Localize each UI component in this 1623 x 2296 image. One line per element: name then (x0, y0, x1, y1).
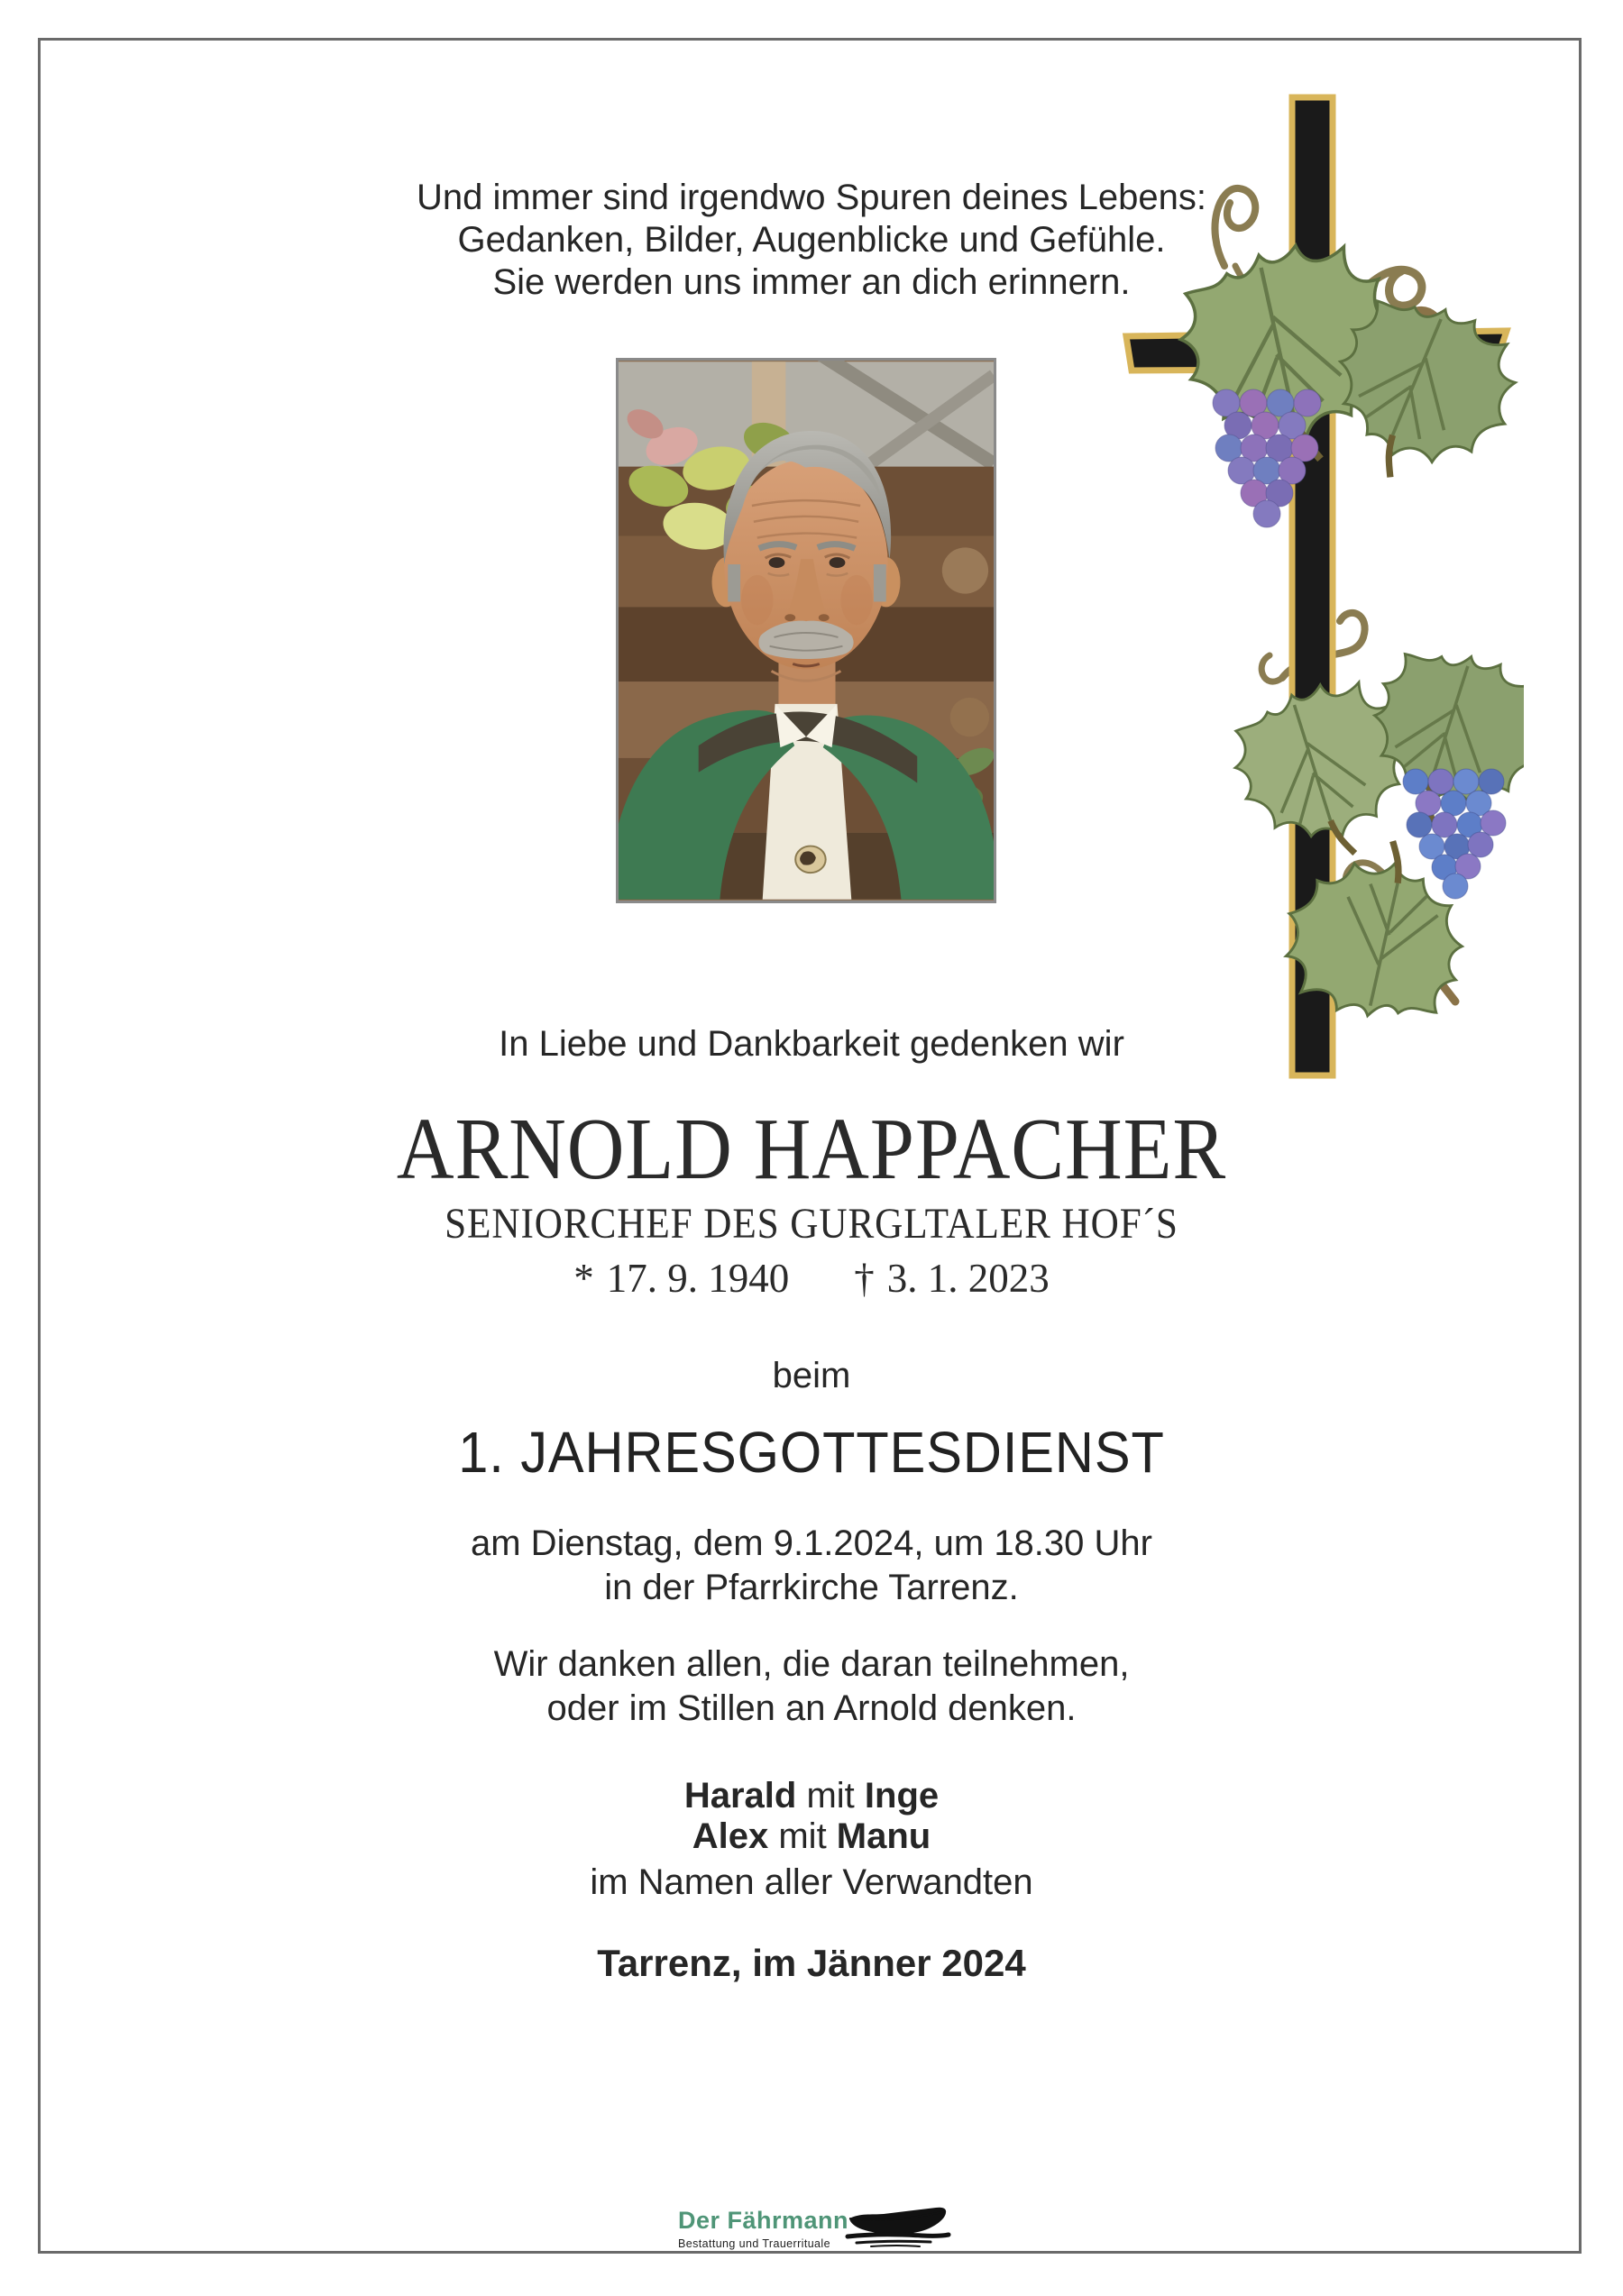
family-name: Inge (864, 1776, 940, 1816)
family-line (0, 1816, 1623, 1857)
place-and-date: Tarrenz, im Jänner 2024 (597, 1942, 1026, 1984)
family-name: Harald (683, 1776, 797, 1816)
birth-star-symbol: * (573, 1256, 594, 1301)
portrait-photo (616, 358, 996, 903)
event-title: 1. JAHRESGOTTESDIENST (458, 1420, 1165, 1485)
memorial-intro: In Liebe und Dankbarkeit gedenken wir (499, 1024, 1124, 1064)
funeral-home-logo (678, 2207, 848, 2250)
quote-line: Sie werden uns immer an dich erinnern. (492, 262, 1131, 302)
deceased-name: ARNOLD HAPPACHER (396, 1101, 1227, 1198)
event-details (0, 1522, 1623, 1610)
deceased-title: SENIORCHEF DES GURGLTALER HOF´S (445, 1200, 1178, 1248)
event-detail-line: in der Pfarrkirche Tarrenz. (604, 1568, 1019, 1607)
thanks-text (0, 1642, 1623, 1731)
funeral-home-brand-name: Der Fährmann (678, 2207, 849, 2234)
death-cross-symbol: † (854, 1256, 875, 1301)
thanks-line: oder im Stillen an Arnold denken. (546, 1688, 1077, 1728)
funeral-home-tagline: Bestattung und Trauerrituale (678, 2237, 830, 2250)
family-name: Alex (692, 1816, 769, 1856)
family-connector: mit (796, 1776, 865, 1816)
event-detail-line: am Dienstag, dem 9.1.2024, um 18.30 Uhr (471, 1523, 1152, 1563)
family-line (0, 1776, 1623, 1816)
birth-date: 17. 9. 1940 (606, 1256, 790, 1301)
mourning-family (0, 1776, 1623, 1857)
family-note: im Namen aller Verwandten (590, 1862, 1033, 1902)
quote-line: Gedanken, Bilder, Augenblicke und Gefühle. (457, 220, 1166, 260)
portrait-photo-illustration (619, 361, 994, 901)
rowboat-icon (844, 2206, 952, 2247)
thanks-line: Wir danken allen, die daran teilnehmen, (493, 1644, 1130, 1684)
family-name: Manu (836, 1816, 931, 1856)
life-dates (0, 1255, 1623, 1302)
family-connector: mit (768, 1816, 837, 1856)
death-date: 3. 1. 2023 (886, 1256, 1050, 1301)
quote-line: Und immer sind irgendwo Spuren deines Lebens: (416, 178, 1207, 217)
cross-with-grapevine-icon (1118, 86, 1524, 1086)
occasion-preposition: beim (772, 1356, 851, 1395)
